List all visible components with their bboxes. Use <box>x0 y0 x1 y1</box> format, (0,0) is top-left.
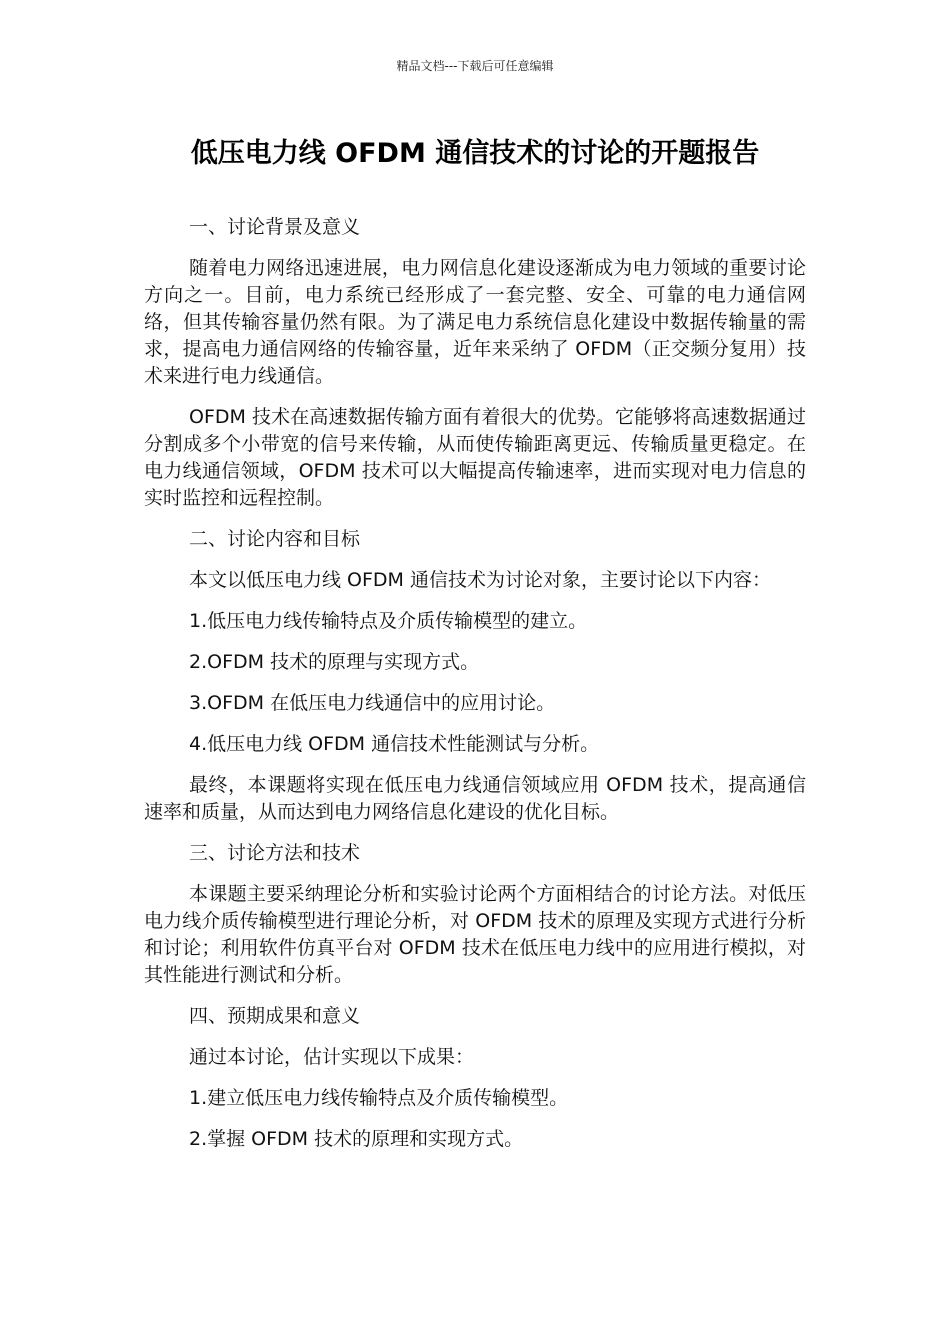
section-1-paragraph-1: 随着电力网络迅速进展，电力网信息化建设逐渐成为电力领域的重要讨论方向之一。目前，电力系统已经形成了一套完整、安全、可靠的电力通信网络，但其传输容量仍然有限。为了满足电力系统信息化建设中数据传输量的需求，提高电力通信网络的传输容量，近年来采纳了 OFDM（正交频分复用）技术来进行电力线通信。 <box>144 257 806 387</box>
document-title: 低压电力线 OFDM 通信技术的讨论的开题报告 <box>190 138 760 169</box>
section-2-item-3: 3.OFDM 在低压电力线通信中的应用讨论。 <box>189 692 556 714</box>
section-heading-3: 三、讨论方法和技术 <box>189 842 361 864</box>
section-2-item-4: 4.低压电力线 OFDM 通信技术性能测试与分析。 <box>189 733 600 755</box>
section-2-item-1: 1.低压电力线传输特点及介质传输模型的建立。 <box>189 610 588 632</box>
section-heading-4: 四、预期成果和意义 <box>189 1005 361 1027</box>
section-2-item-2: 2.OFDM 技术的原理与实现方式。 <box>189 651 480 673</box>
section-4-item-2: 2.掌握 OFDM 技术的原理和实现方式。 <box>189 1128 524 1150</box>
section-heading-1: 一、讨论背景及意义 <box>189 216 361 238</box>
section-1-paragraph-2: OFDM 技术在高速数据传输方面有着很大的优势。它能够将高速数据通过分割成多个小带宽的信号来传输，从而使传输距离更远、传输质量更稳定。在电力线通信领域，OFDM 技术可以大幅提高传输速率，进而实现对电力信息的实时监控和远程控制。 <box>144 406 806 509</box>
section-3-paragraph-1: 本课题主要采纳理论分析和实验讨论两个方面相结合的讨论方法。对低压电力线介质传输模型进行理论分析，对 OFDM 技术的原理及实现方式进行分析和讨论；利用软件仿真平台对 OFDM 技术在低压电力线中的应用进行模拟，对其性能进行测试和分析。 <box>144 883 806 986</box>
section-2-conclusion: 最终，本课题将实现在低压电力线通信领域应用 OFDM 技术，提高通信速率和质量，从而达到电力网络信息化建设的优化目标。 <box>144 774 806 823</box>
section-heading-2: 二、讨论内容和目标 <box>189 528 361 550</box>
section-2-intro: 本文以低压电力线 OFDM 通信技术为讨论对象，主要讨论以下内容： <box>189 569 771 591</box>
section-4-item-1: 1.建立低压电力线传输特点及介质传输模型。 <box>189 1087 569 1109</box>
document-body <box>144 214 806 1167</box>
header-note: 精品文档---下载后可任意编辑 <box>396 59 554 73</box>
section-4-intro: 通过本讨论，估计实现以下成果： <box>189 1046 475 1068</box>
